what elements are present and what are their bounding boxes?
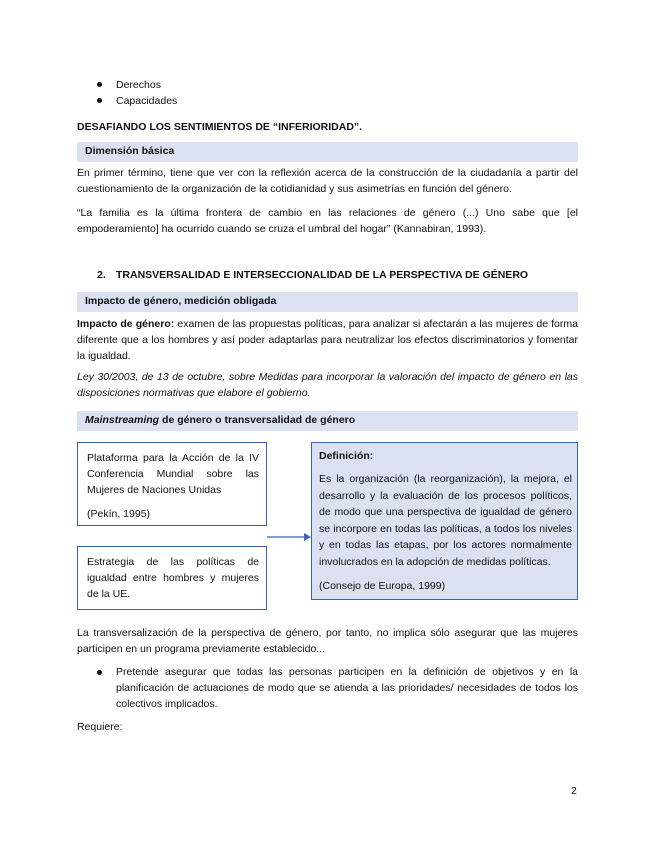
text-line: En primer término, tiene que ver con la reflexión acerca de la construcción de la ciudadanía a partir del — [77, 167, 578, 179]
bullet-dot-icon — [97, 670, 102, 675]
page-number: 2 — [571, 785, 577, 797]
box-definicion — [311, 442, 578, 600]
text-line: Pretende asegurar que todas las personas participen en la definición de objetivos y en la — [116, 666, 578, 678]
impacto-label: Impacto de género: — [77, 318, 175, 330]
paragraph-primer-termino — [77, 165, 578, 197]
quote-kannabiran — [77, 205, 578, 237]
box-plataforma — [77, 442, 267, 526]
impacto-line1: examen de las propuestas políticas, para analizar si afectarán a las mujeres de forma — [174, 318, 578, 330]
paragraph-ley — [77, 369, 578, 401]
text-line — [77, 316, 578, 332]
definicion-title: Definición: — [319, 450, 374, 462]
box-plataforma-text — [87, 450, 259, 522]
section-band-dimension — [77, 142, 578, 162]
section-2-title: TRANSVERSALIDAD E INTERSECCIONALIDAD DE LA PERSPECTIVA DE GÉNERO — [116, 269, 529, 281]
text-line: Conferencia Mundial sobre las — [87, 468, 259, 480]
bullet-dot-icon — [97, 98, 102, 103]
text-line: la igualdad. — [77, 350, 131, 362]
text-line: Ley 30/2003, de 13 de octubre, sobre Medidas para incorporar la valoración del impacto de género en las — [77, 371, 578, 383]
bullet-derechos: Derechos — [116, 79, 161, 91]
box-estrategia-text — [87, 554, 259, 602]
text-line: Estrategia de las políticas de — [87, 556, 259, 568]
text-line: Plataforma para la Acción de la IV — [87, 452, 259, 464]
arrow-right-icon — [267, 531, 311, 543]
text-line: diferente que a los hombres y así poder adaptarlas para neutralizar los efectos discriminatorios y fomentar — [77, 334, 578, 346]
text-line: empoderamiento] ha ocurrido cuando se cruza el umbral del hogar” (Kannabiran, 1993). — [77, 223, 487, 235]
text-line: desarrollo y la evaluación de los procesos políticos, — [319, 489, 572, 502]
text-line: de modo que una perspectiva de igualdad de género — [319, 506, 572, 518]
text-line: de la UE. — [87, 588, 131, 600]
band-label: Impacto de género, medición obligada — [85, 295, 277, 307]
text-line: Es la organización (la reorganización), la mejora, el — [319, 473, 572, 485]
bullet-dot-icon — [97, 82, 102, 87]
text-line: planificación de actuaciones de modo que se atienda a las prioridades/ necesidades de todos los — [116, 682, 578, 694]
requiere-label: Requiere: — [77, 721, 123, 733]
band-label-italic: Mainstreaming — [85, 414, 160, 426]
band-label: Dimensión básica — [85, 145, 175, 157]
bullet-capacidades: Capacidades — [116, 95, 178, 107]
text-line: se incorpore en todas las políticas, a todos los niveles — [319, 522, 572, 535]
section-2-number: 2. — [97, 269, 106, 281]
box-estrategia — [77, 546, 267, 610]
text-line: Mujeres de Naciones Unidas — [87, 484, 222, 496]
heading-inferioridad: DESAFIANDO LOS SENTIMIENTOS DE “INFERIORIDAD”. — [77, 121, 363, 133]
text-line: y en todas las etapas, por los actores normalmente — [319, 539, 572, 551]
band-label — [85, 414, 355, 426]
text-line: involucrados en la adopción de medidas políticas. — [319, 555, 551, 568]
bullet-pretende — [116, 664, 578, 712]
text-line: cuestionamiento de la organización de la cotidianidad y sus asimetrías en función del género. — [77, 183, 512, 195]
text-line: La transversalización de la perspectiva de género, por tanto, no implica sólo asegurar que las mujeres — [77, 627, 578, 639]
text-line: igualdad entre hombres y mujeres — [87, 572, 259, 584]
text-line: participen en un programa previamente establecido... — [77, 643, 326, 655]
definicion-body — [319, 471, 572, 570]
paragraph-transversalizacion — [77, 625, 578, 657]
section-band-impacto — [77, 292, 578, 312]
definicion-ref: (Consejo de Europa, 1999) — [319, 580, 446, 592]
text-line: colectivos implicados. — [116, 698, 218, 710]
section-band-mainstreaming — [77, 411, 578, 431]
band-label-rest: de género o transversalidad de género — [159, 414, 356, 426]
box-plataforma-ref: (Pekín, 1995) — [87, 508, 151, 520]
box-definicion-text — [319, 448, 572, 594]
text-line: “La familia es la última frontera de cambio en las relaciones de género (...) Uno sabe que [el — [77, 207, 578, 219]
text-line: disposiciones normativas que elabore el gobierno. — [77, 387, 311, 399]
paragraph-impacto — [77, 316, 578, 364]
